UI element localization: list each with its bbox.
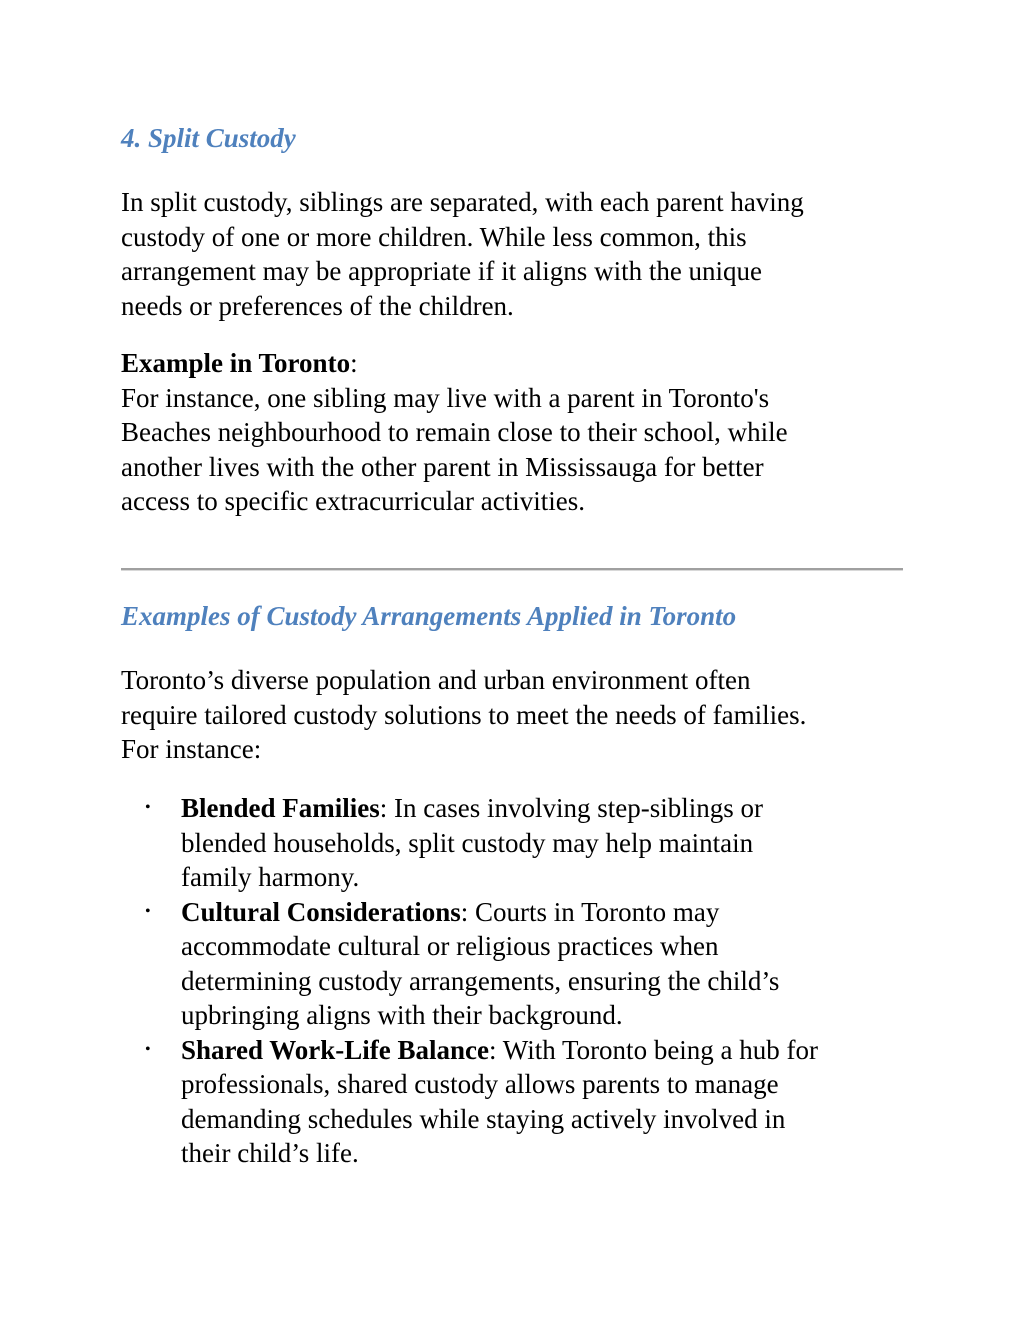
list-item-line: upbringing aligns with their background. bbox=[181, 1000, 623, 1030]
example-block bbox=[121, 346, 788, 519]
intro-line: For instance: bbox=[121, 734, 262, 764]
paragraph-line: arrangement may be appropriate if it aligns with the unique bbox=[121, 256, 763, 286]
list-item-term: Blended Families bbox=[181, 793, 380, 823]
list-item-term: Cultural Considerations bbox=[181, 896, 461, 927]
example-line: access to specific extracurricular activities. bbox=[121, 486, 586, 516]
intro-line: require tailored custody solutions to meet the needs of families. bbox=[121, 699, 807, 730]
list-item-first-line bbox=[181, 895, 818, 930]
paragraph-line: needs or preferences of the children. bbox=[121, 290, 514, 321]
example-line: Beaches neighbourhood to remain close to their school, while bbox=[121, 417, 788, 447]
list-item-text: : In cases involving step-siblings or bbox=[379, 793, 763, 823]
list-item-line: professionals, shared custody allows parents to manage bbox=[181, 1069, 779, 1099]
list-item-line: family harmony. bbox=[181, 862, 360, 892]
list-item bbox=[121, 791, 818, 895]
example-label: Example in Toronto bbox=[121, 348, 351, 378]
list-item-first-line bbox=[181, 791, 818, 826]
bullet-icon: • bbox=[145, 902, 151, 920]
example-line: another lives with the other parent in Mississauga for better bbox=[121, 451, 764, 482]
list-item-text: : Courts in Toronto may bbox=[460, 896, 720, 927]
list-item-line: their child’s life. bbox=[181, 1138, 359, 1168]
list-item-line: demanding schedules while staying actively involved in bbox=[181, 1103, 786, 1134]
list-item-line: determining custody arrangements, ensuring the child’s bbox=[181, 965, 780, 996]
list-item-line: accommodate cultural or religious practices when bbox=[181, 931, 719, 961]
example-line: For instance, one sibling may live with a parent in Toronto's bbox=[121, 382, 770, 413]
list-item bbox=[121, 1033, 818, 1171]
list-item-term: Shared Work-Life Balance bbox=[181, 1034, 490, 1065]
list-item-text: : With Toronto being a hub for bbox=[489, 1034, 819, 1065]
split-custody-paragraph bbox=[121, 185, 804, 323]
example-label-colon: : bbox=[350, 348, 358, 378]
bullet-icon: • bbox=[145, 799, 151, 816]
list-item-line: blended households, split custody may help maintain bbox=[181, 827, 754, 858]
list-item-first-line bbox=[181, 1033, 818, 1068]
bullet-icon: • bbox=[145, 1040, 151, 1058]
list-item bbox=[121, 895, 818, 1033]
horizontal-divider bbox=[121, 568, 903, 571]
example-label-line bbox=[121, 346, 788, 381]
intro-line: Toronto’s diverse population and urban environment often bbox=[121, 665, 751, 695]
section-heading-split-custody: 4. Split Custody bbox=[121, 123, 296, 153]
examples-intro-paragraph bbox=[121, 663, 806, 767]
paragraph-line: In split custody, siblings are separated, with each parent having bbox=[121, 187, 804, 217]
paragraph-line: custody of one or more children. While less common, this bbox=[121, 221, 747, 252]
examples-bullet-list bbox=[121, 791, 818, 1171]
section-heading-examples: Examples of Custody Arrangements Applied in Toronto bbox=[121, 601, 737, 631]
